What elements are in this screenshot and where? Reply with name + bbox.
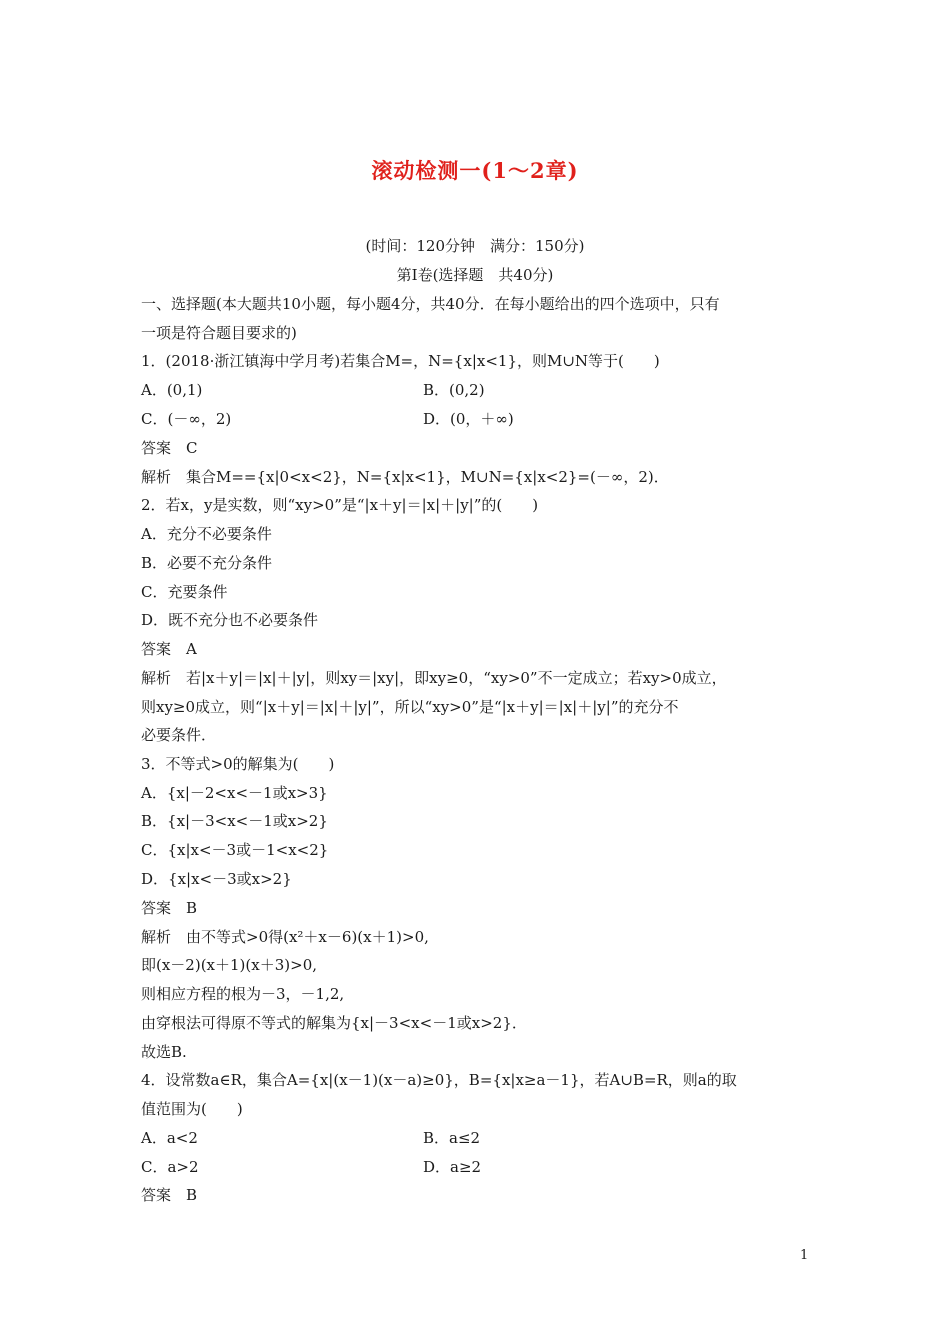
question-4-option-b: B．a≤2 <box>423 1129 481 1147</box>
question-2-analysis: 必要条件． <box>141 726 217 744</box>
question-4-answer: 答案 B <box>141 1186 198 1204</box>
question-3-analysis: 解析 由不等式>0得(x²＋x－6)(x＋1)>0, <box>141 928 429 946</box>
question-3-analysis: 故选B. <box>141 1043 187 1061</box>
question-4-option-c: C．a>2 <box>141 1158 199 1176</box>
question-4-option-d: D．a≥2 <box>423 1158 482 1176</box>
question-2-option-d: D．既不充分也不必要条件 <box>141 611 319 629</box>
question-3-answer: 答案 B <box>141 899 198 917</box>
question-1-option-d: D．(0，＋∞) <box>423 410 514 428</box>
question-3-analysis: 由穿根法可得原不等式的解集为{x|－3<x<－1或x>2}． <box>141 1014 527 1032</box>
question-1-answer: 答案 C <box>141 439 198 457</box>
question-4-option-a: A．a<2 <box>141 1129 198 1147</box>
question-3-option-d: D．{x|x<－3或x>2} <box>141 870 292 888</box>
question-4-stem: 4．设常数a∈R，集合A={x|(x－1)(x－a)≥0}，B={x|x≥a－1}，若A∪B=R，则a的取 <box>141 1071 737 1089</box>
question-1-option-c: C．(－∞，2) <box>141 410 232 428</box>
question-2-analysis: 则xy≥0成立，则“|x＋y|＝|x|＋|y|”，所以“xy>0”是“|x＋y|＝|x|＋|y|”的充分不 <box>141 698 679 716</box>
question-2-analysis: 解析 若|x＋y|＝|x|＋|y|，则xy＝|xy|，即xy≥0，“xy>0”不一定成立；若xy>0成立， <box>141 669 727 687</box>
question-3-option-a: A．{x|－2<x<－1或x>3} <box>141 784 328 802</box>
question-3-option-b: B．{x|－3<x<－1或x>2} <box>141 812 328 830</box>
page-title: 滚动检测一(1～2章) <box>371 158 579 183</box>
question-1-analysis: 解析 集合M=={x|0<x<2}，N={x|x<1}，M∪N={x|x<2}=(－∞，2)． <box>141 468 669 486</box>
question-2-option-a: A．充分不必要条件 <box>141 525 272 543</box>
question-2-stem: 2．若x，y是实数，则“xy>0”是“|x＋y|＝|x|＋|y|”的( ) <box>141 496 539 514</box>
question-2-answer: 答案 A <box>141 640 197 658</box>
intro-line: 一项是符合题目要求的) <box>141 324 297 342</box>
question-1-option-b: B．(0,2) <box>423 381 485 399</box>
page-number: 1 <box>800 1248 809 1263</box>
question-3-stem: 3．不等式>0的解集为( ) <box>141 755 335 773</box>
question-1-stem: 1．(2018·浙江镇海中学月考)若集合M=，N={x|x<1}，则M∪N等于( ) <box>141 352 660 370</box>
question-3-option-c: C．{x|x<－3或－1<x<2} <box>141 841 329 859</box>
question-4-stem: 值范围为( ) <box>141 1100 243 1118</box>
question-3-analysis: 即(x－2)(x＋1)(x＋3)>0, <box>141 956 318 974</box>
question-1-option-a: A．(0,1) <box>141 381 203 399</box>
intro-line: 一、选择题(本大题共10小题，每小题4分，共40分．在每小题给出的四个选项中，只有 <box>141 295 720 313</box>
question-3-analysis: 则相应方程的根为－3，－1,2, <box>141 985 345 1003</box>
time-info: (时间：120分钟 满分：150分) <box>365 237 585 255</box>
question-2-option-c: C．充要条件 <box>141 583 228 601</box>
section-title: 第Ⅰ卷(选择题 共40分) <box>396 266 554 284</box>
question-2-option-b: B．必要不充分条件 <box>141 554 273 572</box>
